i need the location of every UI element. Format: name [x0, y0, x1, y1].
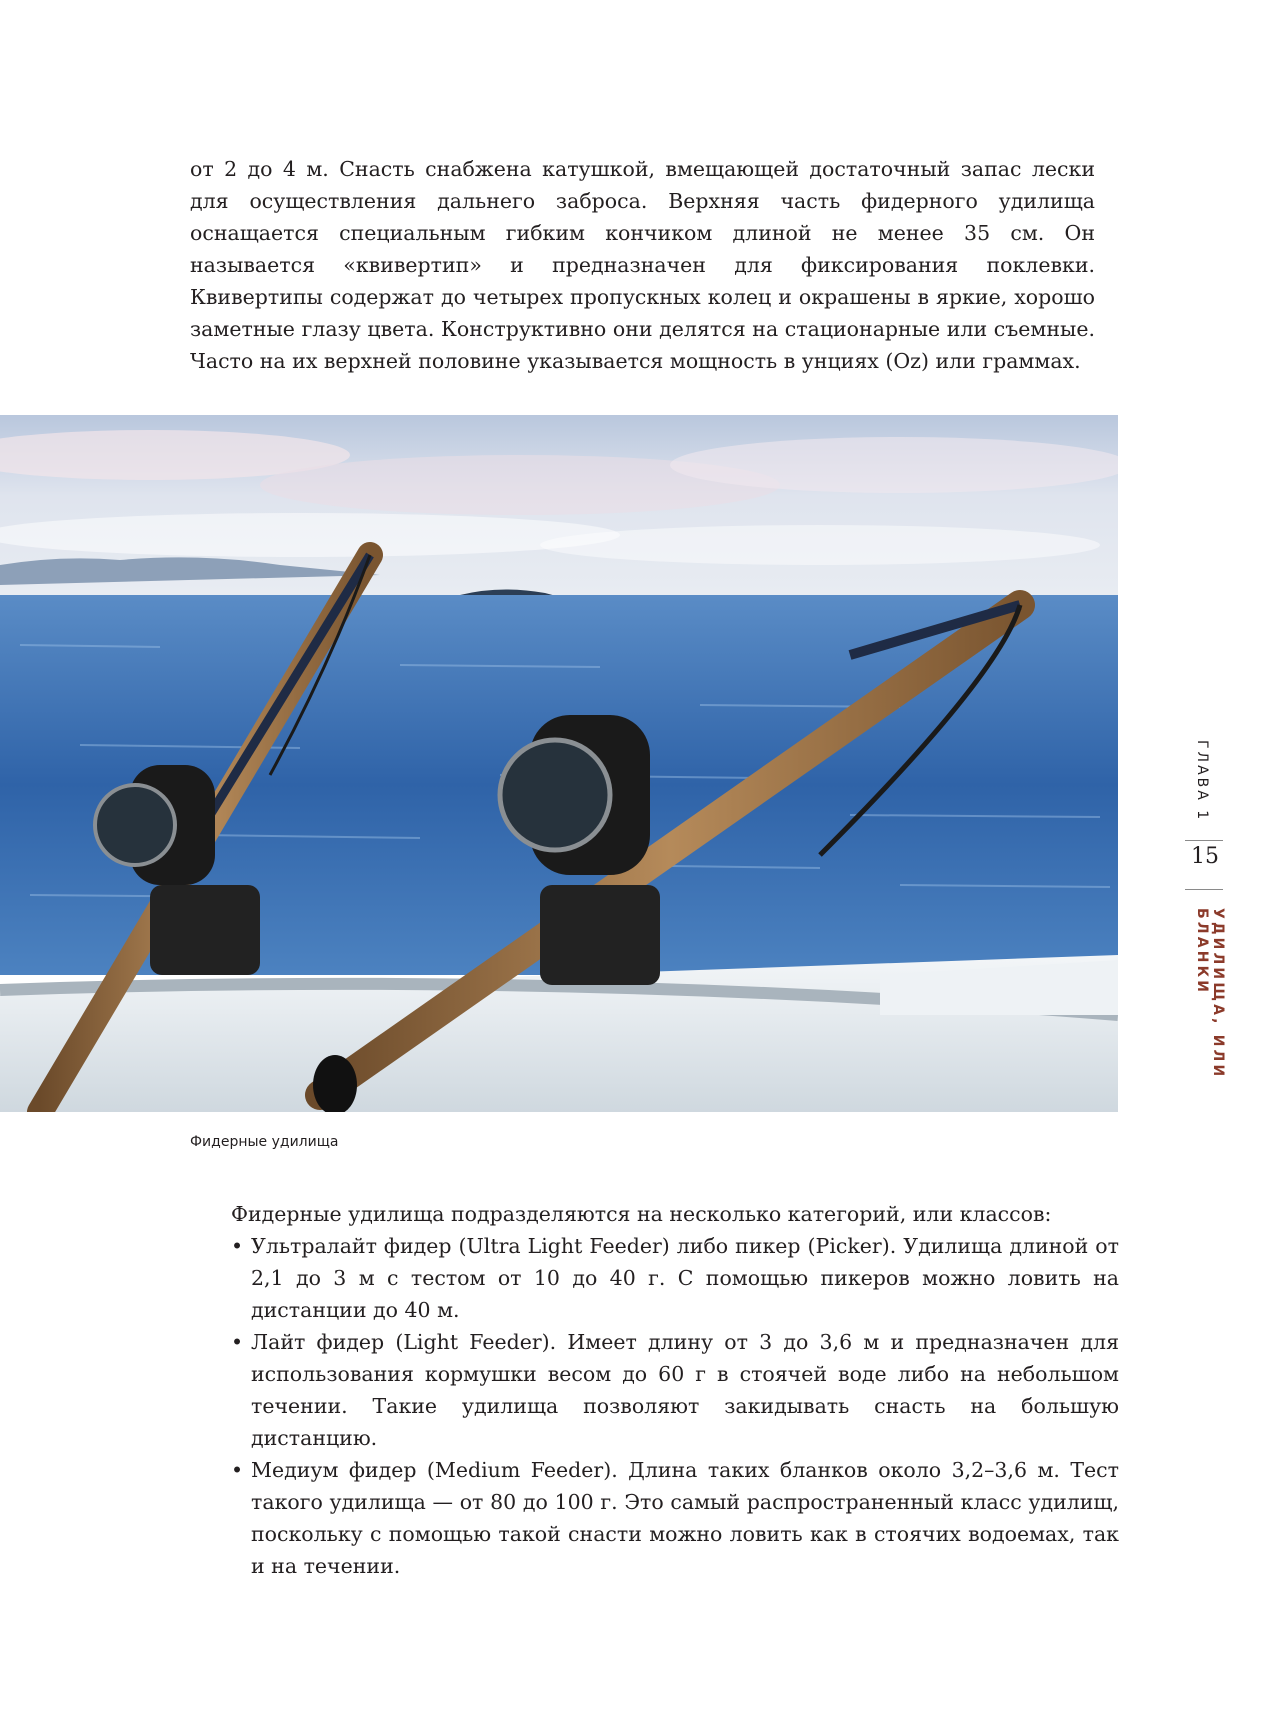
bullet: •: [231, 1234, 244, 1258]
photo-caption: Фидерные удилища: [190, 1134, 339, 1150]
list-item: [231, 1230, 1119, 1326]
intro-paragraph: от 2 до 4 м. Снасть снабжена катушкой, вмещающей достаточный запас лески для осуществления дальнего заброса. Верхняя часть фидерного удилища оснащается специальным гибким кончиком длиной не менее 35 см. Он называется «квивертип» и предназначен для фиксирования поклевки. Квивертипы содержат до четырех пропускных колец и окрашены в яркие, хорошо заметные глазу цвета. Конструктивно они делятся на стационарные или съемные. Часто на их верхней половине указывается мощность в унциях (Oz) или граммах.: [190, 157, 1095, 373]
page-number: 15: [1191, 844, 1219, 869]
list-item: [231, 1326, 1119, 1454]
list-item-text: Ультралайт фидер (Ultra Light Feeder) либо пикер (Picker). Удилища длиной от 2,1 до 3 м с тестом от 10 до 40 г. С помощью пикеров можно ловить на дистанции до 40 м.: [251, 1234, 1119, 1322]
bullet: •: [231, 1330, 244, 1354]
divider: [1185, 840, 1223, 841]
divider: [1185, 889, 1223, 890]
classes-lead: Фидерные удилища подразделяются на несколько категорий, или классов:: [231, 1202, 1052, 1226]
bullet: •: [231, 1458, 244, 1482]
section-label: УДИЛИЩА, ИЛИ БЛАНКИ: [1194, 908, 1226, 1080]
list-item-text: Медиум фидер (Medium Feeder). Длина таких бланков около 3,2–3,6 м. Тест такого удилища — от 80 до 100 г. Это самый распространенный класс удилищ, поскольку с помощью такой снасти можно ловить как в стоячих водоемах, так и на течении.: [251, 1458, 1119, 1578]
feeder-classes-list: [231, 1230, 1119, 1582]
chapter-label: ГЛАВА 1: [1194, 740, 1210, 823]
list-item-text: Лайт фидер (Light Feeder). Имеет длину от 3 до 3,6 м и предназначен для использования кормушки весом до 60 г в стоячей воде либо на небольшом течении. Такие удилища позволяют закидывать снасть на большую дистанцию.: [251, 1330, 1119, 1450]
feeder-rods-photo: [0, 415, 1118, 1112]
list-item: [231, 1454, 1119, 1582]
running-head: [1190, 740, 1226, 1140]
